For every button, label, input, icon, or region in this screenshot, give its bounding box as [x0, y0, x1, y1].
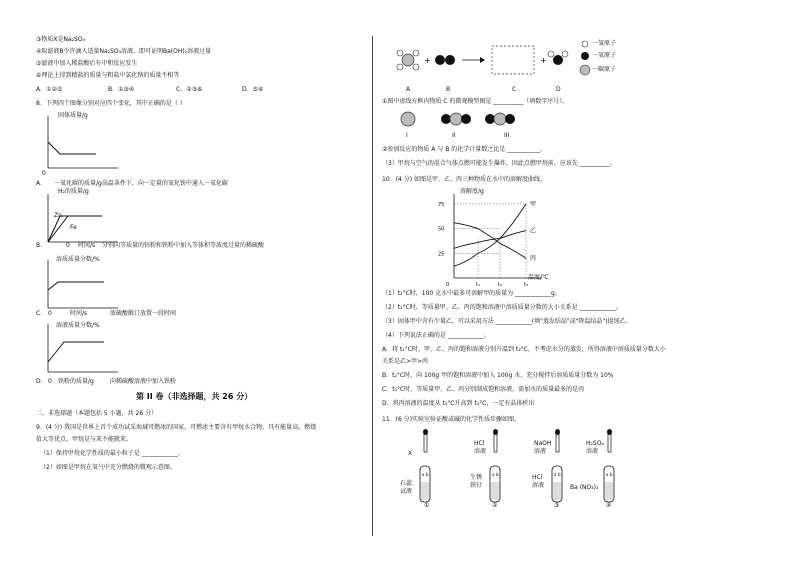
svg-text:b: b	[558, 472, 561, 477]
question-9-line2: 值大等优点，甲烷是与来不能就来。	[36, 436, 133, 443]
graph-a-origin: 0	[42, 170, 46, 177]
tube-4-num: ④	[606, 502, 612, 509]
graph-d-letter: D．	[36, 378, 47, 385]
tube-1-bottom: 石蕊 试液	[400, 480, 413, 495]
graph-a-ylabel: 固体质量/g	[58, 112, 88, 119]
tube-1-drop: X	[408, 450, 413, 457]
chart-xlabel: 温度/℃	[528, 274, 549, 281]
option-a-line2: 关系是乙>甲>丙	[382, 358, 429, 365]
graph-a-letter: A．	[36, 180, 47, 187]
question-11: 11．(6 分)实验室验证酸或碱的化学性质步骤如图。	[382, 416, 521, 423]
graph-d-caption: 向稀硫酸溶液中加入铁粉	[110, 378, 177, 385]
section2-title: 二、非选择题（本题包括 5 小题，共 26 分）	[36, 410, 158, 417]
choice-b: B．①③④	[108, 86, 135, 93]
option-d: D．将丙溶液的温度从 t₃°C升高到 t₃°C，一定有晶体析出	[382, 400, 535, 407]
label-a: A	[406, 86, 411, 93]
y-tick-75: 75	[438, 201, 445, 208]
series-line-1	[454, 204, 526, 266]
tube-2-drop: HCl 溶液	[474, 440, 487, 455]
y-tick-50: 50	[438, 226, 445, 233]
legend-hydrogen: 一氢原子	[592, 40, 617, 47]
svg-text:a: a	[554, 472, 557, 477]
graph-b-fe-label: Fe	[70, 224, 77, 231]
question-10-part2: （2）t₁°C时，等质量甲、乙、丙的饱和溶液中溶质质量分数的大小关系是 ____________。	[382, 304, 622, 311]
graph-d-origin: 0	[48, 378, 52, 385]
question-9-part1: （1）保持甲烷化学性质的最小粒子是 ____________。	[40, 450, 184, 457]
graph-b-letter: B．	[36, 242, 47, 249]
question-8: 8．下列四个图像分别对应四个变化，其中正确的是（ ）	[36, 100, 186, 107]
series-label-3: 丙	[530, 255, 537, 263]
graph-c-caption: 浓硫酸敞口放置一段时间	[110, 310, 177, 317]
question-10-part4: （4）下列说法正确的是 ____________。	[382, 332, 490, 339]
question-ratio: ②参加反应的物质 A 与 B 的化学计量数之比是 ___________。	[382, 146, 547, 153]
y-tick-25: 25	[438, 251, 445, 258]
tube-4	[604, 429, 614, 502]
option-c: C．t₃°C时，等质量甲、乙、丙分别制成饱和溶液，需加水的质量最多的是丙	[382, 386, 585, 393]
tube-2-bottom: 生锈 铁钉	[470, 474, 483, 489]
tube-4-drop: H₂SO₄ 溶液	[586, 440, 604, 455]
svg-text:b: b	[496, 472, 499, 477]
model-label-2: II	[452, 132, 456, 139]
choice-c: C．②③⑥	[176, 86, 203, 93]
tube-1	[420, 429, 430, 502]
svg-text:a: a	[422, 472, 425, 477]
tube-3	[552, 429, 562, 502]
graph-a-caption: 一氧化碳的质量/g高温条件下，向一定量的氧化铁中通入一氧化碳	[54, 180, 228, 187]
graph-d-xlabel: 铁粉的质量/g	[58, 378, 94, 385]
question-9-part3: （3）甲烷与空气的混合气体点燃可能发生爆炸，因此点燃甲烷前，应该先 __________。	[382, 160, 616, 167]
graph-c-origin: 0	[48, 310, 52, 317]
x-tick-3: t₃	[524, 282, 528, 288]
graph-b	[40, 190, 120, 246]
graph-b-xlabel: 时间/s	[78, 242, 96, 249]
tube-3-num: ③	[554, 502, 560, 509]
option-b: B．t₂°C时，向 100g 甲的饱和溶液中加入 100g 水，充分搅拌后溶质质量分数为 10%	[382, 372, 614, 379]
x-tick-2: t₂	[498, 282, 502, 288]
tube-1-num: ①	[424, 502, 430, 509]
reaction-diagram	[380, 40, 620, 84]
tube-3-drop: NaOH 溶液	[534, 440, 552, 455]
option-3: ③物质X是Na₂SO₄	[36, 36, 85, 43]
graph-c-xlabel: 时间/s	[70, 310, 88, 317]
graph-c	[40, 256, 120, 312]
legend-oxygen: 一氧原子	[592, 52, 617, 59]
svg-text:+: +	[540, 56, 547, 65]
graph-a	[40, 112, 120, 172]
svg-text:a: a	[606, 472, 609, 477]
graph-b-zn-label: Zn	[54, 212, 62, 219]
series-label-2: 乙	[530, 227, 537, 235]
x-tick-1: t₁	[476, 282, 480, 288]
legend-carbon: 一碳原子	[592, 66, 617, 73]
model-options	[394, 108, 524, 130]
tube-3-bottom: HCl 溶液	[532, 474, 545, 489]
choice-a: A．①②⑤	[36, 86, 63, 93]
question-10: 10．(4 分) 如图是甲、乙、丙三种物质在水中的溶解度曲线。	[382, 176, 546, 183]
option-5: ⑤滤液中加入稀盐酸后有中和反应发生	[36, 60, 138, 67]
option-a-line1: A．将 t₁°C时，甲、乙、丙的饱和溶液分别升温到 t₃°C，不考虑水分的蒸发，所得溶液中溶质质量分数大小	[382, 346, 666, 353]
question-10-part3: （3）固体甲中含有少量乙，可以采用方法 ____________(填"蒸发结晶"或"降温结晶")提纯乙。	[382, 318, 632, 325]
question-model-c: ①图中虚线方框内物质 C 的微观模型图是 __________（填数字序号）。	[382, 98, 569, 105]
graph-d-ylabel: 溶液质量分数/%	[56, 322, 100, 329]
tube-2-num: ②	[492, 502, 498, 509]
chart-ylabel: 溶解度/g	[460, 188, 484, 195]
question-9-part2: （2）如图是甲烷在氧气中充分燃烧的微观示意图。	[40, 464, 176, 471]
svg-text:+: +	[424, 56, 431, 65]
series-line-3	[454, 223, 526, 259]
label-c: C	[512, 86, 517, 93]
svg-text:a: a	[492, 472, 495, 477]
option-6: ⑥理论上得到精盐的质量与粗盐中氯化钠的质量不相等	[36, 72, 180, 79]
graph-b-ylabel: H₂的质量/g	[58, 188, 89, 195]
svg-text:b: b	[610, 472, 613, 477]
label-b: B	[446, 86, 451, 93]
model-label-1: I	[406, 132, 408, 139]
question-10-part1: （1）t₂°C时，100 克水中最多可溶解甲的质量为 ____________g。	[382, 290, 561, 297]
part2-title: 第 II 卷（非选择题，共 26 分）	[136, 392, 253, 401]
graph-b-caption: 分别向等质量的锌粉和铁粉中加入等体积等浓度过量的稀硫酸	[102, 242, 265, 249]
series-label-1: 甲	[530, 200, 537, 208]
label-d: D	[556, 86, 561, 93]
graph-c-ylabel: 溶质质量分数/%	[56, 256, 100, 263]
graph-b-origin: 0	[66, 242, 70, 249]
model-label-3: III	[504, 132, 510, 139]
choice-d: D．⑤⑥	[242, 86, 264, 93]
column-divider	[372, 36, 373, 536]
option-4: ④取滤液B少许滴入适量Na₂SO₄溶液，即可证明Ba(OH)₂溶液过量	[36, 48, 212, 55]
svg-text:b: b	[426, 472, 429, 477]
chart-origin: 0	[446, 282, 450, 288]
tube-4-bottom: Ba (NO₃)₂	[570, 484, 599, 491]
tube-2	[490, 429, 500, 502]
question-9-line1: 9．(4 分) 我国是世界上首个成功试采海域可燃冰的国家。可燃冰主要含有甲烷水合物，具有能量高、燃烧	[36, 424, 317, 431]
graph-c-letter: C．	[36, 310, 47, 317]
series-line-2	[454, 231, 526, 249]
